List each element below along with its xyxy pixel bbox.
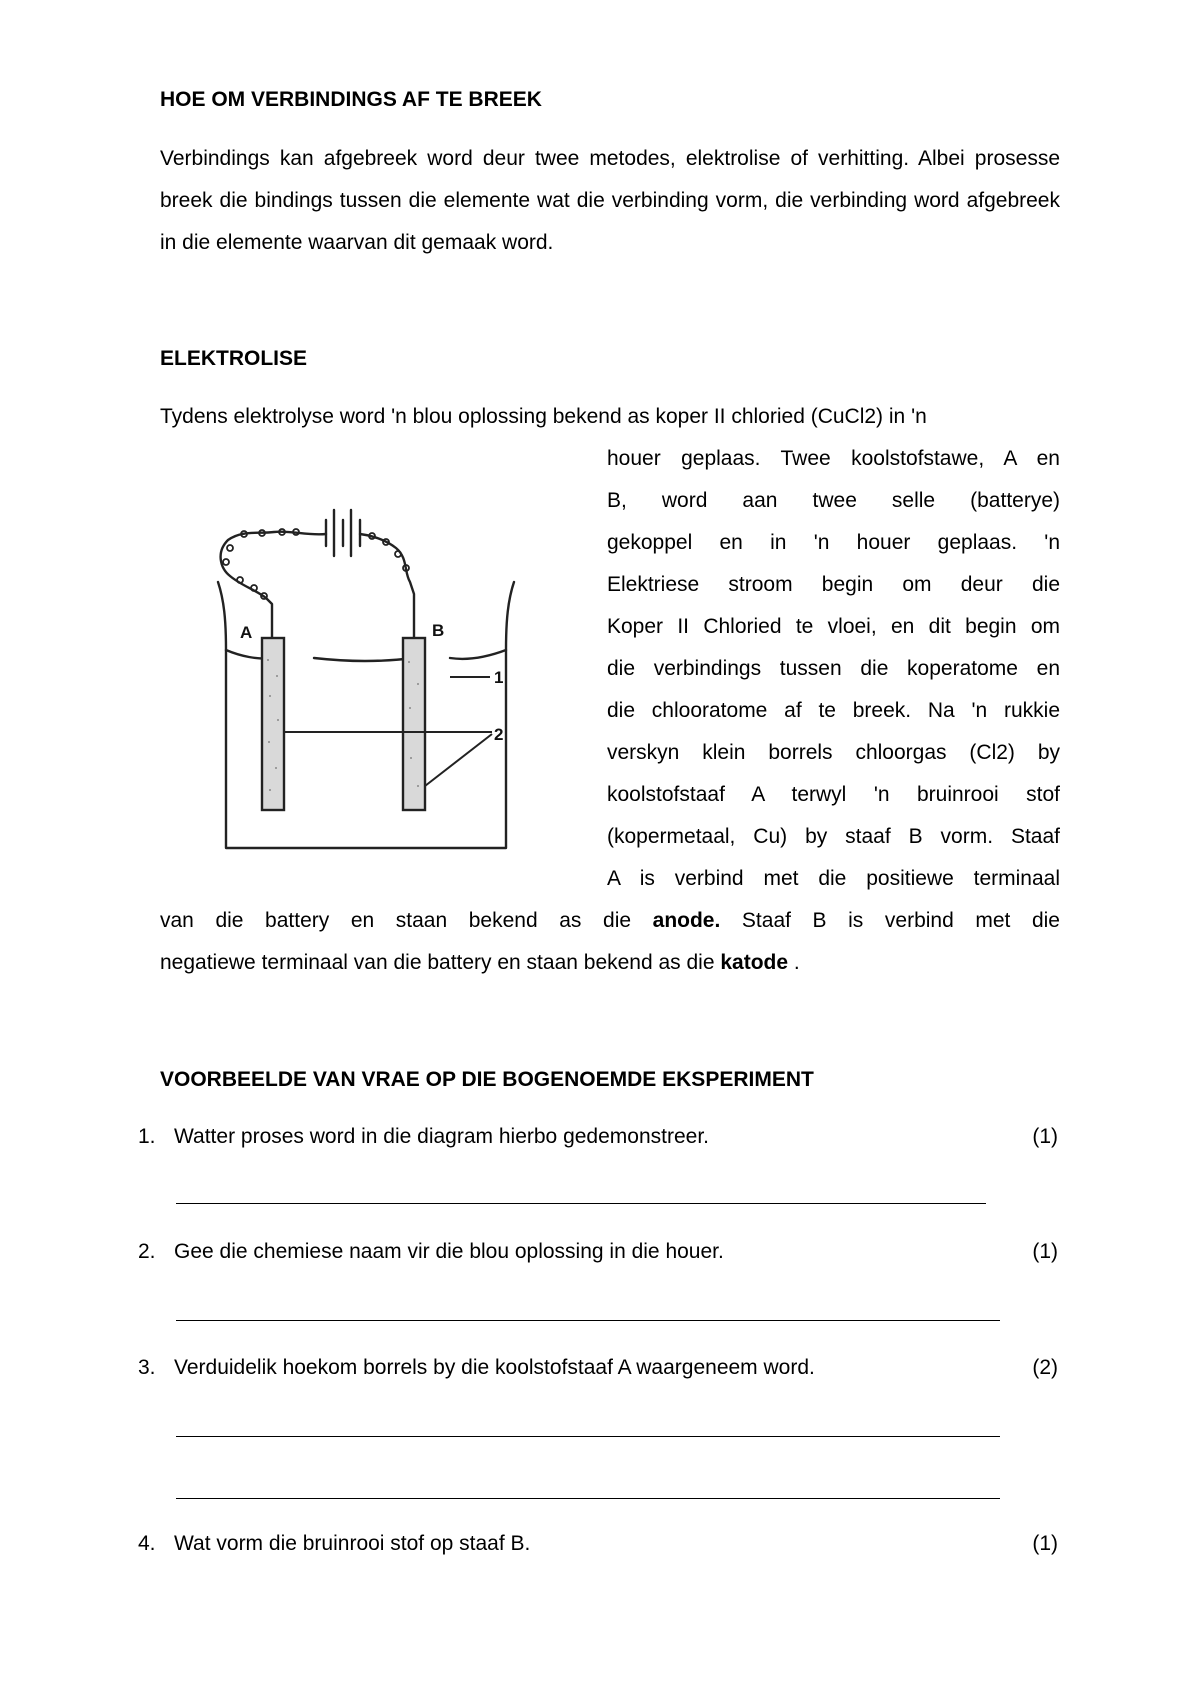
question-number: 3. [138, 1356, 156, 1379]
answer-line[interactable] [176, 1320, 1000, 1321]
answer-line[interactable] [176, 1436, 1000, 1437]
wrap-line: die verbindings tussen die koperatome en [607, 657, 1060, 680]
wrap-line: Elektriese stroom begin om deur die [607, 573, 1060, 596]
wrap-line: koolstofstaaf A terwyl 'n bruinrooi stof [607, 783, 1060, 806]
answer-line[interactable] [176, 1498, 1000, 1499]
question-number: 4. [138, 1532, 156, 1555]
label-1: 1 [494, 668, 504, 687]
question-text: Verduidelik hoekom borrels by die koolstofstaaf A waargeneem word. [174, 1356, 815, 1379]
wrap-line: houer geplaas. Twee koolstofstawe, A en [607, 447, 1060, 470]
answer-line[interactable] [176, 1203, 986, 1204]
electrolysis-diagram [200, 470, 540, 860]
battery-icon [326, 510, 360, 556]
wrap-line: gekoppel en in 'n houer geplaas. 'n [607, 531, 1060, 554]
question-text: Watter proses word in die diagram hierbo gedemonstreer. [174, 1125, 709, 1148]
label-2: 2 [494, 725, 504, 744]
question-marks: (1) [1032, 1240, 1058, 1263]
wrap-line: die chlooratome af te breek. Na 'n rukkie [607, 699, 1060, 722]
heading-example-questions: VOORBEELDE VAN VRAE OP DIE BOGENOEMDE EKSPERIMENT [160, 1068, 814, 1091]
electrode-b [403, 638, 425, 810]
question-1 [138, 1125, 1058, 1155]
cathode-line: negatiewe terminaal van die battery en staan bekend as die katode . [160, 951, 800, 974]
term-cathode: katode [720, 951, 789, 974]
question-text: Gee die chemiese naam vir die blou oplossing in die houer. [174, 1240, 724, 1263]
question-number: 1. [138, 1125, 156, 1148]
label-b: B [432, 621, 445, 640]
question-marks: (1) [1032, 1532, 1058, 1555]
wrap-line: verskyn klein borrels chloorgas (Cl2) by [607, 741, 1060, 764]
electrode-a [262, 638, 284, 810]
wrap-line: B, word aan twee selle (batterye) [607, 489, 1060, 512]
electrolysis-intro-line: Tydens elektrolyse word 'n blou oplossing bekend as koper II chloried (CuCl2) in 'n [160, 405, 927, 428]
question-text: Wat vorm die bruinrooi stof op staaf B. [174, 1532, 531, 1555]
question-2 [138, 1240, 1058, 1270]
label-a: A [240, 623, 253, 642]
heading-breaking-compounds: HOE OM VERBINDINGS AF TE BREEK [160, 88, 542, 111]
question-4 [138, 1532, 1058, 1562]
heading-electrolysis: ELEKTROLISE [160, 347, 308, 370]
question-marks: (1) [1032, 1125, 1058, 1148]
question-marks: (2) [1032, 1356, 1058, 1379]
question-number: 2. [138, 1240, 156, 1263]
pointer-2b [425, 734, 492, 786]
wrap-line: Koper II Chloried te vloei, en dit begin om [607, 615, 1060, 638]
anode-line: van die battery en staan bekend as die anode. Staaf B is verbind met die [160, 909, 1060, 932]
paragraph-methods: Verbindings kan afgebreek word deur twee metodes, elektrolise of verhitting. Albei prosesse breek die bindings tussen die elemente wat die verbinding vorm, die verbinding word afgebreek in die elemente waarvan dit gemaak word. [160, 147, 1060, 254]
question-3 [138, 1356, 1058, 1386]
wrap-line: A is verbind met die positiewe terminaal [607, 867, 1060, 890]
term-anode: anode. [652, 909, 721, 932]
wrap-line: (kopermetaal, Cu) by staaf B vorm. Staaf [607, 825, 1060, 848]
